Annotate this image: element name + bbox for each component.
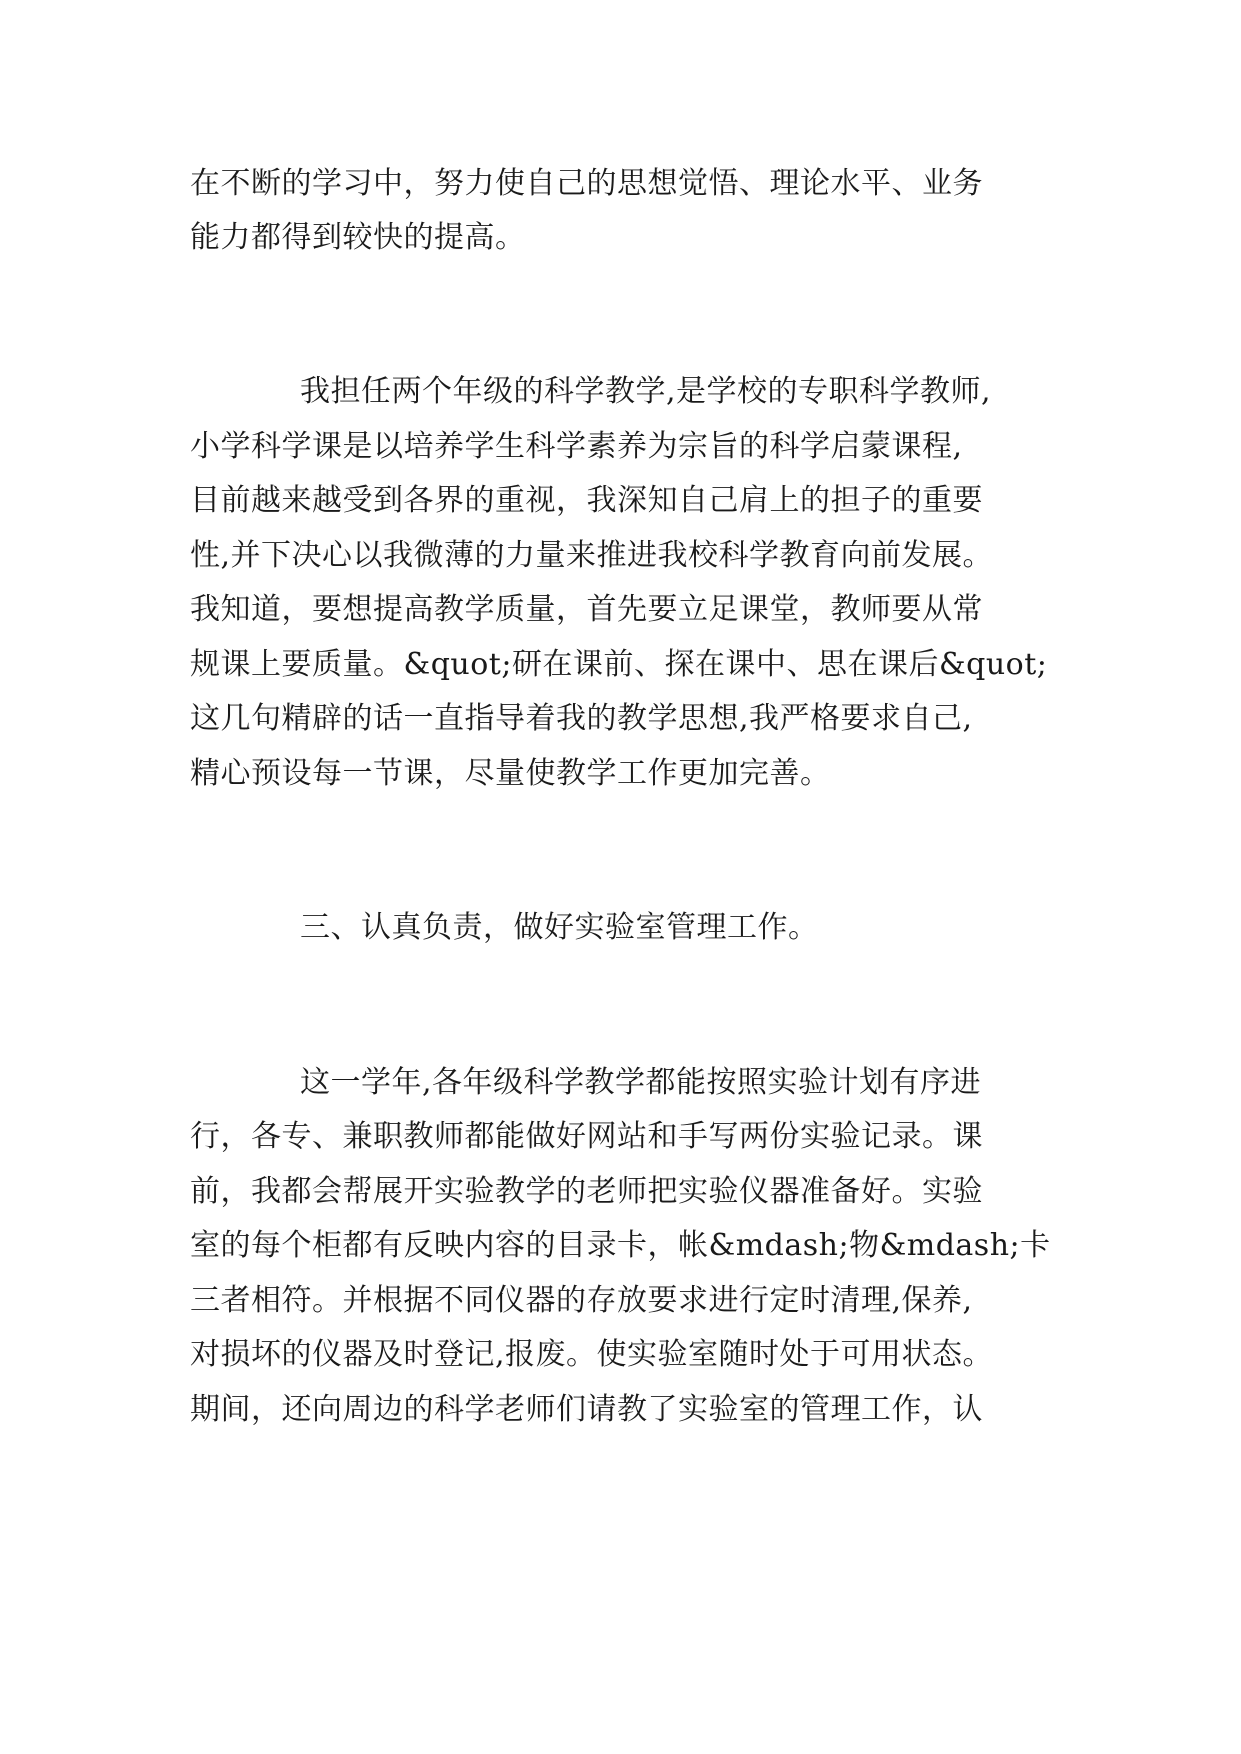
text-line: 对损坏的仪器及时登记,报废。使实验室随时处于可用状态。 [190,1337,994,1372]
text-line: 性,并下决心以我微薄的力量来推进我校科学教育向前发展。 [190,538,994,573]
text-line: 能力都得到较快的提高。 [190,220,526,255]
text-line: 目前越来越受到各界的重视，我深知自己肩上的担子的重要 [190,483,983,518]
text-line: 这一学年,各年级科学教学都能按照实验计划有序进 [300,1065,982,1100]
text-line: 规课上要质量。&quot;研在课前、探在课中、思在课后&quot; [190,647,1048,682]
text-line: 我担任两个年级的科学教学,是学校的专职科学教师, [300,374,992,409]
text-line: 这几句精辟的话一直指导着我的教学思想,我严格要求自己, [190,701,973,736]
text-line: 期间，还向周边的科学老师们请教了实验室的管理工作，认 [190,1392,983,1427]
text-line: 我知道，要想提高教学质量，首先要立足课堂，教师要从常 [190,592,983,627]
text-line: 室的每个柜都有反映内容的目录卡，帐&mdash;物&mdash;卡 [190,1228,1051,1263]
text-line: 小学科学课是以培养学生科学素养为宗旨的科学启蒙课程, [190,429,963,464]
text-line: 三者相符。并根据不同仪器的存放要求进行定时清理,保养, [190,1283,973,1318]
text-line: 精心预设每一节课，尽量使教学工作更加完善。 [190,756,831,791]
text-line: 行，各专、兼职教师都能做好网站和手写两份实验记录。课 [190,1119,983,1154]
section-heading: 三、认真负责，做好实验室管理工作。 [300,910,819,945]
text-line: 在不断的学习中，努力使自己的思想觉悟、理论水平、业务 [190,166,983,201]
text-line: 前，我都会帮展开实验教学的老师把实验仪器准备好。实验 [190,1174,983,1209]
